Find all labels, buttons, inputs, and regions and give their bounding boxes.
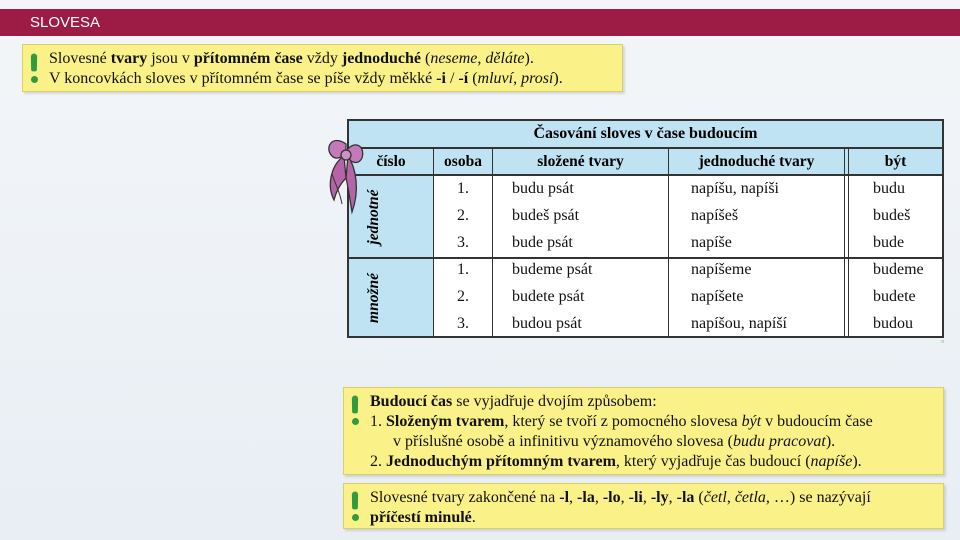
conjugation-table [347, 119, 944, 338]
table-cell-slozene: budu psát [512, 180, 574, 197]
table-cell-jednoduche: napíše [691, 234, 732, 251]
table-cell-byt: budete [873, 288, 916, 305]
table-cell-osoba: 1. [457, 180, 469, 197]
table-cell-byt: budu [873, 180, 905, 197]
ribbon-bow-icon [322, 134, 372, 234]
table-cell-jednoduche: napíšeš [691, 207, 739, 224]
table-cell-byt: budeš [873, 207, 911, 224]
table-cell-slozene: budou psát [512, 315, 582, 332]
note1-line1: Slovesné tvary jsou v přítomném čase vždy jednoduché (neseme, děláte). [49, 50, 534, 67]
table-cell-byt: budeme [873, 261, 924, 278]
note2-line2: 1. Složeným tvarem, který se tvoří z pomocného slovesa být v budoucím čase [370, 413, 873, 430]
note3-line1: Slovesné tvary zakončené na -l, -la, -lo, -li, -ly, -la (četl, četla, …) se nazývají [370, 489, 871, 506]
note2-line3: v příslušné osobě a infinitivu významového slovesa (budu pracovat). [393, 433, 836, 450]
header-slozene: složené tvary [537, 153, 624, 170]
rule-note-present-tense [22, 44, 623, 92]
exclamation-icon [349, 492, 361, 522]
table-cell-osoba: 2. [457, 207, 469, 224]
slide-title-bar [0, 9, 960, 36]
note1-line2: V koncovkách sloves v přítomném čase se píše vždy měkké -i / -í (mluví, prosí). [49, 70, 563, 87]
table-header-row [349, 149, 942, 176]
note3-line2: příčestí minulé. [370, 509, 476, 526]
group-label-mnozne: množné [365, 273, 382, 323]
header-byt: být [884, 153, 907, 170]
table-cell-osoba: 3. [457, 315, 469, 332]
table-cell-osoba: 2. [457, 288, 469, 305]
note2-line1: Budoucí čas se vyjadřuje dvojím způsobem: [370, 393, 657, 410]
group-mnozne-cell [349, 259, 433, 336]
table-cell-slozene: budete psát [512, 288, 585, 305]
header-cislo: číslo [376, 153, 406, 170]
table-cell-osoba: 3. [457, 234, 469, 251]
table-cell-osoba: 1. [457, 261, 469, 278]
table-cell-slozene: bude psát [512, 234, 573, 251]
table-cell-jednoduche: napíšeme [691, 261, 752, 278]
exclamation-icon [28, 54, 40, 84]
header-jednoduche: jednoduché tvary [698, 153, 815, 170]
group-label-jednotne: jednotné [365, 189, 382, 245]
table-cell-slozene: budeš psát [512, 207, 580, 224]
exclamation-icon [349, 396, 361, 426]
rule-note-past-participle [343, 483, 944, 529]
table-title: Časování sloves v čase budoucím [349, 121, 942, 149]
table-cell-byt: bude [873, 234, 905, 251]
table-cell-jednoduche: napíšou, napíší [691, 315, 787, 332]
rule-note-future-tense [343, 387, 944, 475]
note2-line4: 2. Jednoduchým přítomným tvarem, který vyjadřuje čas budoucí (napíše). [370, 453, 862, 470]
table-cell-jednoduche: napíšu, napíši [691, 180, 779, 197]
corner-marker: ▫ [941, 336, 945, 346]
table-cell-byt: budou [873, 315, 913, 332]
table-cell-jednoduche: napíšete [691, 288, 744, 305]
slide-title: SLOVESA [30, 14, 101, 31]
header-osoba: osoba [444, 153, 482, 170]
table-cell-slozene: budeme psát [512, 261, 593, 278]
